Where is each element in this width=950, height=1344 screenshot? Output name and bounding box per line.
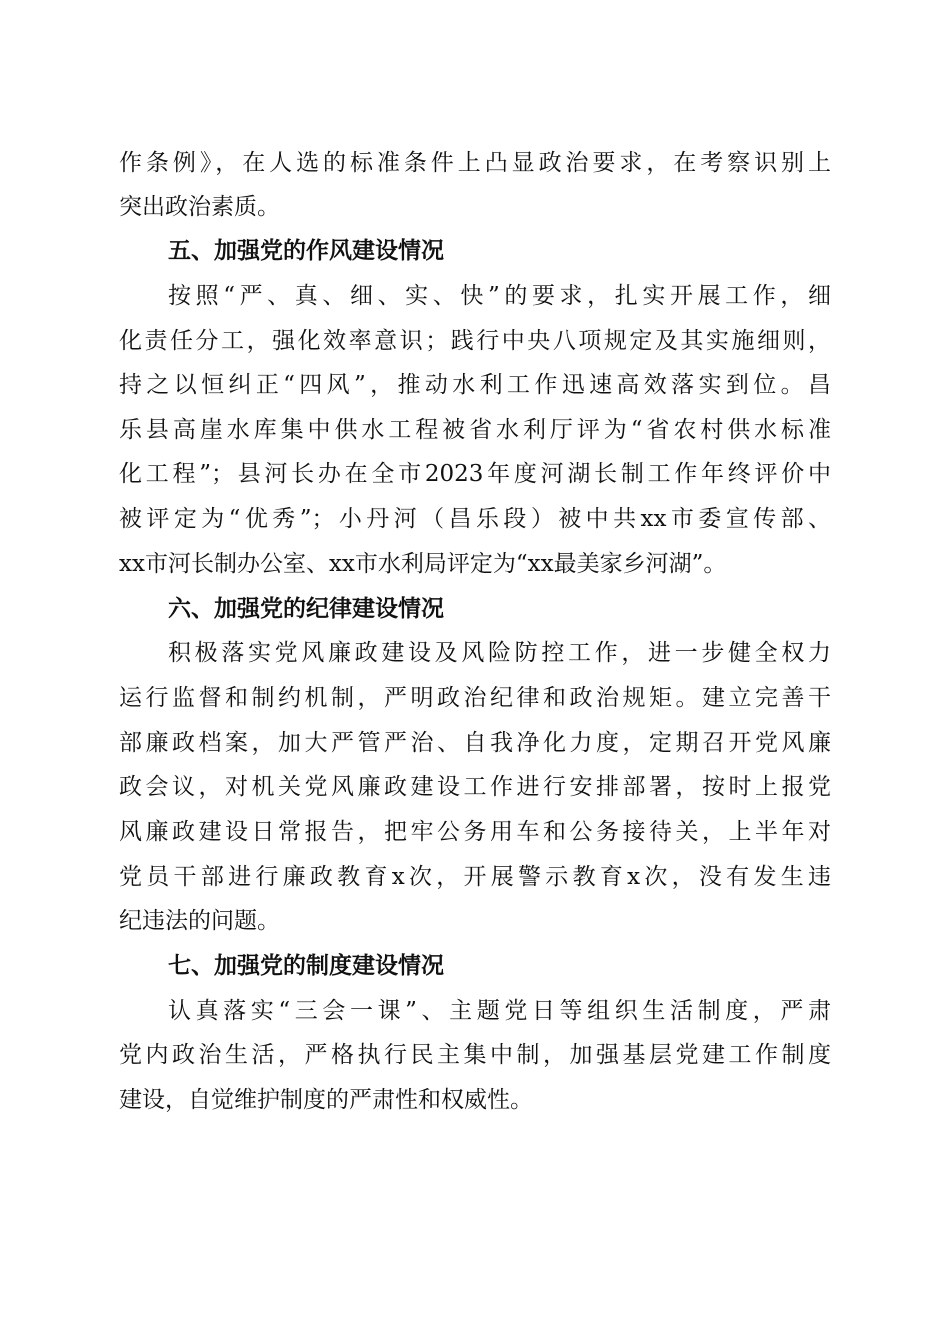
section-heading-6: 六、加强党的纪律建设情况: [168, 596, 444, 622]
paragraph-line: 作条例》，在人选的标准条件上凸显政治要求，在考察识别上: [119, 150, 831, 176]
paragraph-line: 乐县高崖水库集中供水工程被省水利厅评为“省农村供水标准: [119, 417, 831, 443]
paragraph-line: 党员干部进行廉政教育x次，开展警示教育x次，没有发生违: [119, 864, 831, 890]
paragraph-line: xx市河长制办公室、xx市水利局评定为“xx最美家乡河湖”。: [119, 551, 727, 577]
paragraph-line: 积极落实党风廉政建设及风险防控工作，进一步健全权力: [168, 640, 831, 666]
paragraph-line: 按照“严、真、细、实、快”的要求，扎实开展工作，细: [168, 283, 831, 309]
paragraph-line: 政会议，对机关党风廉政建设工作进行安排部署，按时上报党: [119, 774, 831, 800]
paragraph-line: 纪违法的问题。: [119, 908, 280, 934]
paragraph-line: 突出政治素质。: [119, 194, 280, 220]
paragraph-line: 被评定为“优秀”；小丹河（昌乐段）被中共xx市委宣传部、: [119, 506, 831, 532]
section-heading-7: 七、加强党的制度建设情况: [168, 953, 444, 979]
paragraph-line: 建设，自觉维护制度的严肃性和权威性。: [119, 1087, 533, 1113]
paragraph-line: 持之以恒纠正“四风”，推动水利工作迅速高效落实到位。昌: [119, 372, 831, 398]
paragraph-line: 党内政治生活，严格执行民主集中制，加强基层党建工作制度: [119, 1042, 831, 1068]
paragraph-line: 化工程”；县河长办在全市2023年度河湖长制工作年终评价中: [119, 461, 831, 487]
paragraph-line: 化责任分工，强化效率意识；践行中央八项规定及其实施细则，: [119, 328, 831, 354]
paragraph-line: 认真落实“三会一课”、主题党日等组织生活制度，严肃: [168, 998, 831, 1024]
paragraph-line: 运行监督和制约机制，严明政治纪律和政治规矩。建立完善干: [119, 685, 831, 711]
section-heading-5: 五、加强党的作风建设情况: [168, 238, 444, 264]
paragraph-line: 部廉政档案，加大严管严治、自我净化力度，定期召开党风廉: [119, 730, 831, 756]
paragraph-line: 风廉政建设日常报告，把牢公务用车和公务接待关，上半年对: [119, 819, 831, 845]
